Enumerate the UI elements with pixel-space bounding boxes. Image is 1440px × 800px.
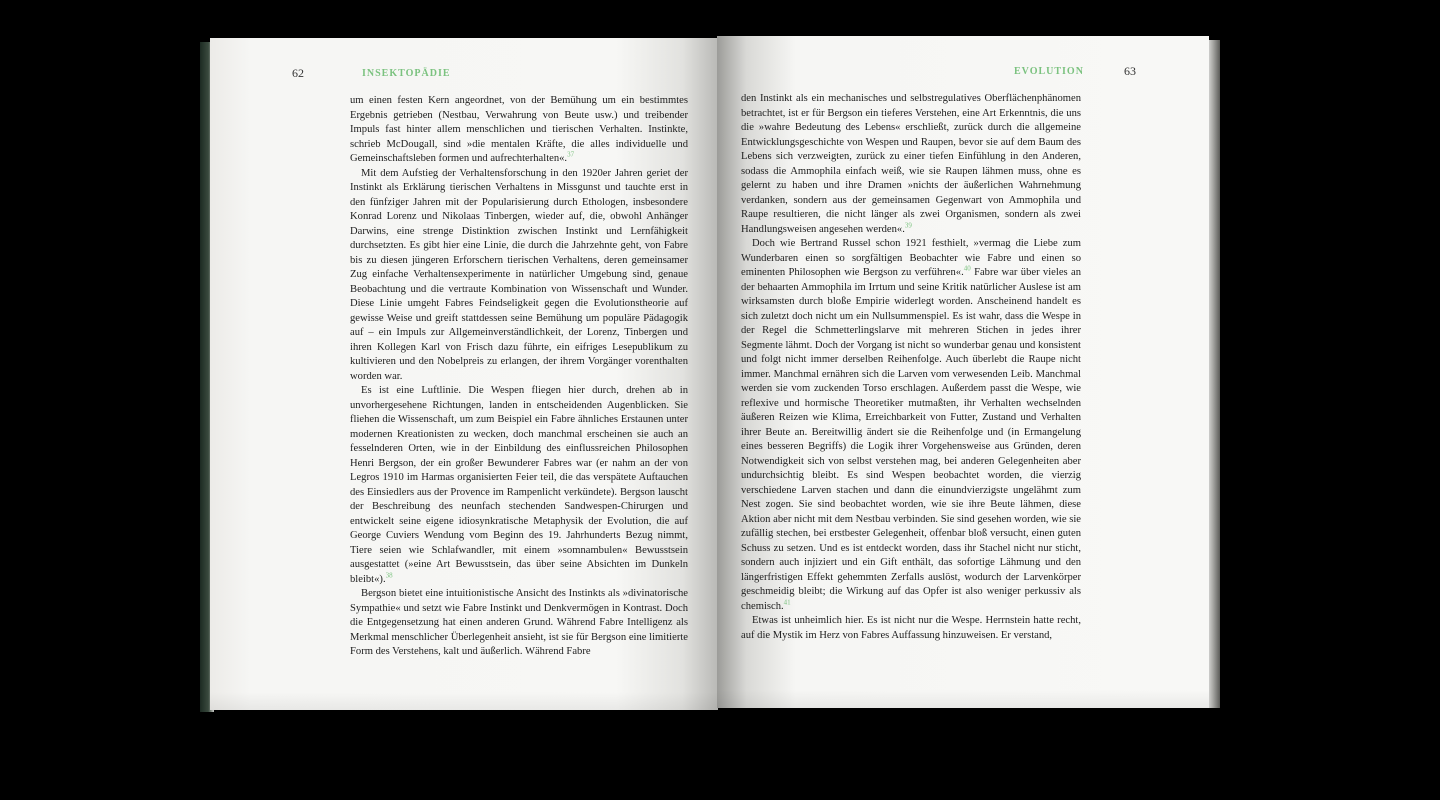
left-paragraph: um einen festen Kern angeordnet, von der Bemühung um ein bestimmtes Ergebnis getrieben (Nestbau, Verwahrung von Beute usw.) und treibender Impuls fast hinter allem menschlichen und tierischen Verhalten. Instinkte, schrieb McDougall, sind »die mentalen Kräfte, die alles individuelle und Gemeinschaftsleben formen und aufrechterhalten«.$^{37}$ xyxy=(350,95,688,164)
right-paragraph: den Instinkt als ein mechanisches und selbstregulatives Oberflächenphänomen betrachtet, ist er für Bergson ein tieferes Verstehen, eine Art Erkenntnis, die uns die »wahre Bedeutung des Lebens« erschließt, zurück durch die allgemeine Entwicklungsgeschichte von Wespen und Raupen, bevor sie auf dem Baum des Lebens sich verzweigten, zurück zu einer tiefen Einfühlung in den Anderen, sodass die Ammophila einfach weiß, wie sie Raupen lähmen muss, ohne es gelernt zu haben und ihre Dramen »nichts der äußerlichen Wahrnehmung verdanken, sondern aus der gemeinsamen Gegenwart von Ammophila und Raupe resultieren, die nicht länger als zwei Organismen, sondern als zwei Handlungsweisen angesehen werden«.$^{39}$ xyxy=(741,93,1081,235)
right-paragraph: Etwas ist unheimlich hier. Es ist nicht nur die Wespe. Herrnstein hatte recht, auf die Mystik im Herz von Fabres Auffassung hinzuweisen. Er verstand, xyxy=(741,615,1081,641)
left-page xyxy=(210,38,718,710)
open-book xyxy=(200,34,1220,714)
footnote-marker: 39 xyxy=(904,220,912,229)
left-page-number: 62 xyxy=(292,66,304,80)
footnote-marker: 37 xyxy=(567,150,575,159)
left-paragraph: Mit dem Aufstieg der Verhaltensforschung in den 1920er Jahren geriet der Instinkt als Erklärung tierischen Verhaltens in Missgunst und tauchte erst in den fünfziger Jahren mit der Popularisierung durch Ethologen, insbesondere Konrad Lorenz und Nikolaas Tinbergen, wieder auf, die, obwohl Anhänger Darwins, eine strenge Distinktion zwischen Instinkt und Lernfähigkeit durchsetzten. Es gibt hier eine Linie, die durch die Jahrzehnte geht, von Fabre bis zu diesen jüngeren Erforschern tierischen Verhaltens, deren gemeinsamer Zug einfache Verhaltensexperimente in natürlicher Umgebung sind, genaue Beobachtung und die vertraute Kombination von Wissenschaft und Wunder. Diese Linie umgeht Fabres Feindseligkeit gegen die Evolutionstheorie auf gewisse Weise und greift stattdessen seine Bemühung um populäre Pädagogik auf – ein Impuls zur Allgemeinverständlichkeit, der Lorenz, Tinbergen und ihren Kollegen Karl von Frisch dazu führte, ein eifriges Lesepublikum zu kultivieren und den Nobelpreis zu erlangen, der ihrem Vorgänger vorenthalten worden war. xyxy=(350,167,688,382)
footnote-marker: 38 xyxy=(385,570,393,579)
right-running-header: EVOLUTION xyxy=(1014,66,1084,77)
footnote-marker: 41 xyxy=(783,597,791,606)
right-paragraph: Doch wie Bertrand Russel schon 1921 festhielt, »vermag die Liebe zum Wunderbaren einen so sorgfältigen Beobachter wie Fabre und einen so eminenten Philosophen wie Bergson zu verführen«.$^{40}$ Fabre war über vieles an der behaarten Ammophila im Irrtum und seine Kritik natürlicher Auslese ist am wirksamsten durch bloße Empirie widerlegt worden. Anscheinend handelt es sich zuletzt doch nicht um ein Nullsummenspiel. Es ist wahr, dass die Wespe in der Regel die Schmetterlingslarve mit mehreren Stichen in jedes ihrer Segmente lähmt. Doch der Vorgang ist nicht so wunderbar genau und konsistent und folgt nicht immer derselben Reihenfolge. Auch überlebt die Raupe nicht immer. Manchmal ernähren sich die Larven vom verwesenden Leib. Manchmal werden sie vom zuckenden Torso erschlagen. Außerdem passt die Wespe, wie reflexive und hormische Theoretiker mutmaßten, ihr Verhalten wechselnden äußeren Reizen wie Klima, Erreichbarkeit von Futter, Zustand und Verhalten ihrer Beute an. Bereitwillig ändert sie die Reihenfolge und (in Ermangelung eines besseren Begriffs) die Logik ihrer Vorgehensweise aus Gründen, deren Notwendigkeit sich von selbst verstehen mag, bei anderen Gelegenheiten aber undurchsichtig bleibt. Es sind Wespen beobachtet worden, die vierzig verschiedene Larven stachen und dann die einundvierzigste ungelähmt zum Nest zogen. Sie sind beobachtet worden, wie sie ihre Beute lähmen, diese Aktion aber nicht mit dem Nestbau verbinden. Sie sind gesehen worden, wie sie zufällig stechen, bei erstbester Gelegenheit, offenbar bloß versucht, einen guten Schuss zu setzen. Und es ist entdeckt worden, dass ihr Stachel nicht nur sticht, sondern auch injiziert und ein Gift enthält, das sofortige Lähmung und den längerfristigen Effekt gehemmten Zerfalls auslöst, wodurch der Larvenkörper geschmeidig bleibt; die Wirkung auf das Opfer ist also weniger perkussiv als chemisch.$^{41}$ xyxy=(741,238,1081,612)
left-running-header: INSEKTOPÄDIE xyxy=(362,68,451,79)
left-body-text xyxy=(350,94,688,660)
footnote-marker: 40 xyxy=(963,264,971,273)
right-page xyxy=(717,36,1209,708)
left-paragraph: Es ist eine Luftlinie. Die Wespen fliegen hier durch, drehen ab in unvorhergesehene Richtungen, landen in entscheidenden Augenblicken. Sie fliehen die Wissenschaft, um zum Beispiel ein Fabre ähnliches Erstaunen unter modernen Kreationisten zu wecken, doch manchmal erscheinen sie auch an fesselnderen Orten, wie in der Einbildung des einflussreichen Philosophen Henri Bergson, der ein großer Bewunderer Fabres war (er nahm an der von Legros 1910 im Harmas organisierten Feier teil, die das verspätete Auftauchen des Einsiedlers aus der Provence im Rampenlicht verkündete). Bergson lauscht der Beschreibung des neunfach stechenden Sandwespen-Chirurgen und entwickelt seine eigene idiosynkratische Metaphysik der Evolution, die auf George Cuviers Wendung vom Beginn des 19. Jahrhunderts Bezug nimmt, Tiere seien wie Schlafwandler, mit einem »somnambulen« Bewusstsein ausgestattet (»eine Art Bewusstsein, das über seine Absichten im Dunkeln bleibt«).$^{38}$ xyxy=(350,385,688,585)
right-page-number: 63 xyxy=(1124,64,1136,78)
right-body-text xyxy=(741,92,1081,643)
book-edge-right xyxy=(1208,40,1220,708)
left-paragraph: Bergson bietet eine intuitionistische Ansicht des Instinkts als »divinatorische Sympathie« und setzt wie Fabre Instinkt und Denkvermögen in Kontrast. Doch die Entgegensetzung hat einen anderen Grund. Während Fabre Intelligenz als Merkmal menschlicher Überlegenheit ansieht, ist sie für Bergson eine limitierte Form des Verstehens, kalt und äußerlich. Während Fabre xyxy=(350,588,688,657)
